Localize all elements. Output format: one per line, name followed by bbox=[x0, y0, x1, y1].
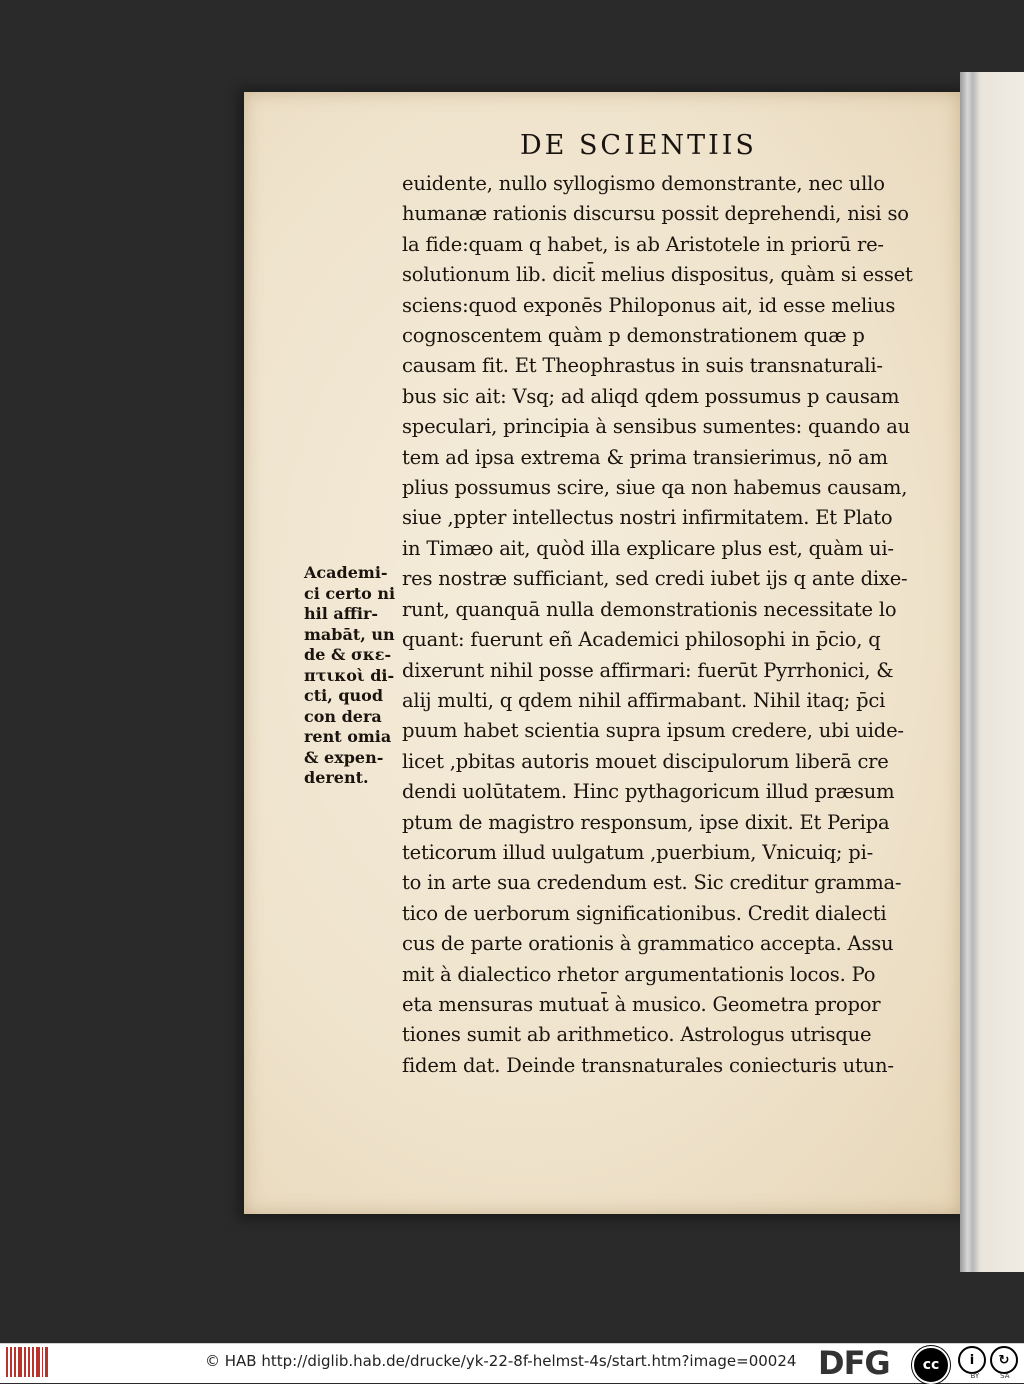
text-line: quant: fuerunt eñ Academici philosophi in p̄cio, q bbox=[402, 628, 881, 652]
running-heading: DE SCIENTIIS bbox=[520, 130, 757, 161]
text-line: speculari, principia à sensibus sumentes: quando au bbox=[402, 415, 910, 439]
marginal-note-line: Academi- bbox=[304, 563, 388, 582]
text-line: humanæ rationis discursu possit deprehendi, nisi so bbox=[402, 202, 909, 226]
text-line: eta mensuras mutuat̄ à musico. Geometra propor bbox=[402, 992, 881, 1016]
license-labels bbox=[960, 1372, 1020, 1380]
text-line: cognoscentem quàm p demonstrationem quæ p bbox=[402, 324, 865, 348]
text-line: to in arte sua credendum est. Sic creditur gramma- bbox=[402, 871, 902, 895]
text-line: siue ,ppter intellectus nostri infirmitatem. Et Plato bbox=[402, 506, 893, 530]
text-line: la fide:quam q habet, is ab Aristotele in priorū re- bbox=[402, 232, 884, 256]
text-line: tico de uerborum significationibus. Credit dialecti bbox=[402, 901, 887, 925]
marginal-note-line: ci certo ni bbox=[304, 583, 396, 603]
marginal-note-line: πτικοὶ di- bbox=[304, 665, 395, 685]
dfg-logo[interactable]: DFG bbox=[818, 1344, 890, 1382]
text-line: alij multi, q qdem nihil affirmabant. Nihil itaq; p̄ci bbox=[402, 688, 886, 712]
text-line: sciens:quod exponēs Philoponus ait, id esse melius bbox=[402, 293, 896, 317]
text-line: mit à dialectico rhetor argumentationis locos. Po bbox=[402, 962, 876, 986]
attribution-link[interactable]: © HAB http://diglib.hab.de/drucke/yk-22-8f-helmst-4s/start.htm?image=00024 bbox=[205, 1352, 797, 1370]
text-line: bus sic ait: Vsq; ad aliqd qdem possumus p causam bbox=[402, 384, 900, 408]
marginal-note-line: con dera bbox=[304, 706, 382, 726]
adjacent-page-edge bbox=[960, 72, 1024, 1272]
text-line: teticorum illud uulgatum ,puerbium, Vnicuiq; pi- bbox=[402, 840, 873, 864]
hab-logo-icon bbox=[6, 1347, 48, 1377]
text-line: tiones sumit ab arithmetico. Astrologus utrisque bbox=[402, 1023, 872, 1047]
text-line: dendi uolūtatem. Hinc pythagoricum illud præsum bbox=[402, 780, 895, 804]
text-line: res nostræ sufficiant, sed credi iubet ijs q ante dixe- bbox=[402, 567, 908, 591]
text-line: cus de parte orationis à grammatico accepta. Assu bbox=[402, 932, 894, 956]
text-line: fidem dat. Deinde transnaturales coniecturis utun- bbox=[402, 1053, 894, 1077]
license-by-label: BY bbox=[970, 1372, 980, 1380]
marginal-note-line: rent omia bbox=[304, 727, 392, 746]
text-line: licet ,pbitas autoris mouet discipulorum liberā cre bbox=[402, 749, 889, 773]
marginal-note-line: & expen- bbox=[304, 747, 384, 767]
cc-license-icon[interactable]: cc bbox=[912, 1346, 950, 1384]
marginal-note-line: mabāt, un bbox=[304, 624, 395, 644]
text-line: solutionum lib. dicit̄ melius dispositus, quàm si esset bbox=[402, 263, 913, 287]
by-attribution-icon[interactable]: i bbox=[958, 1346, 986, 1374]
text-line: plius possumus scire, siue qa non habemus causam, bbox=[402, 476, 908, 500]
marginal-note-line: cti, quod bbox=[304, 686, 384, 705]
marginal-note bbox=[304, 563, 404, 789]
text-line: tem ad ipsa extrema & prima transierimus, nō am bbox=[402, 445, 888, 469]
marginal-note-line: de & σκε- bbox=[304, 645, 392, 664]
text-line: ptum de magistro responsum, ipse dixit. Et Peripa bbox=[402, 810, 890, 834]
marginal-note-line: derent. bbox=[304, 768, 369, 787]
text-line: causam fit. Et Theophrastus in suis transnaturali- bbox=[402, 354, 883, 378]
text-line: euidente, nullo syllogismo demonstrante, nec ullo bbox=[402, 172, 885, 195]
text-line: dixerunt nihil posse affirmari: fuerūt Pyrrhonici, & bbox=[402, 658, 894, 682]
body-text bbox=[402, 169, 922, 1081]
text-line: runt, quanquā nulla demonstrationis necessitate lo bbox=[402, 597, 897, 621]
text-line: puum habet scientia supra ipsum credere, ubi uide- bbox=[402, 719, 904, 743]
share-alike-icon[interactable]: ↻ bbox=[990, 1346, 1018, 1374]
text-line: in Timæo ait, quòd illa explicare plus est, quàm ui- bbox=[402, 536, 894, 560]
marginal-note-line: hil affir- bbox=[304, 604, 379, 623]
license-sa-label: SA bbox=[1000, 1372, 1010, 1380]
